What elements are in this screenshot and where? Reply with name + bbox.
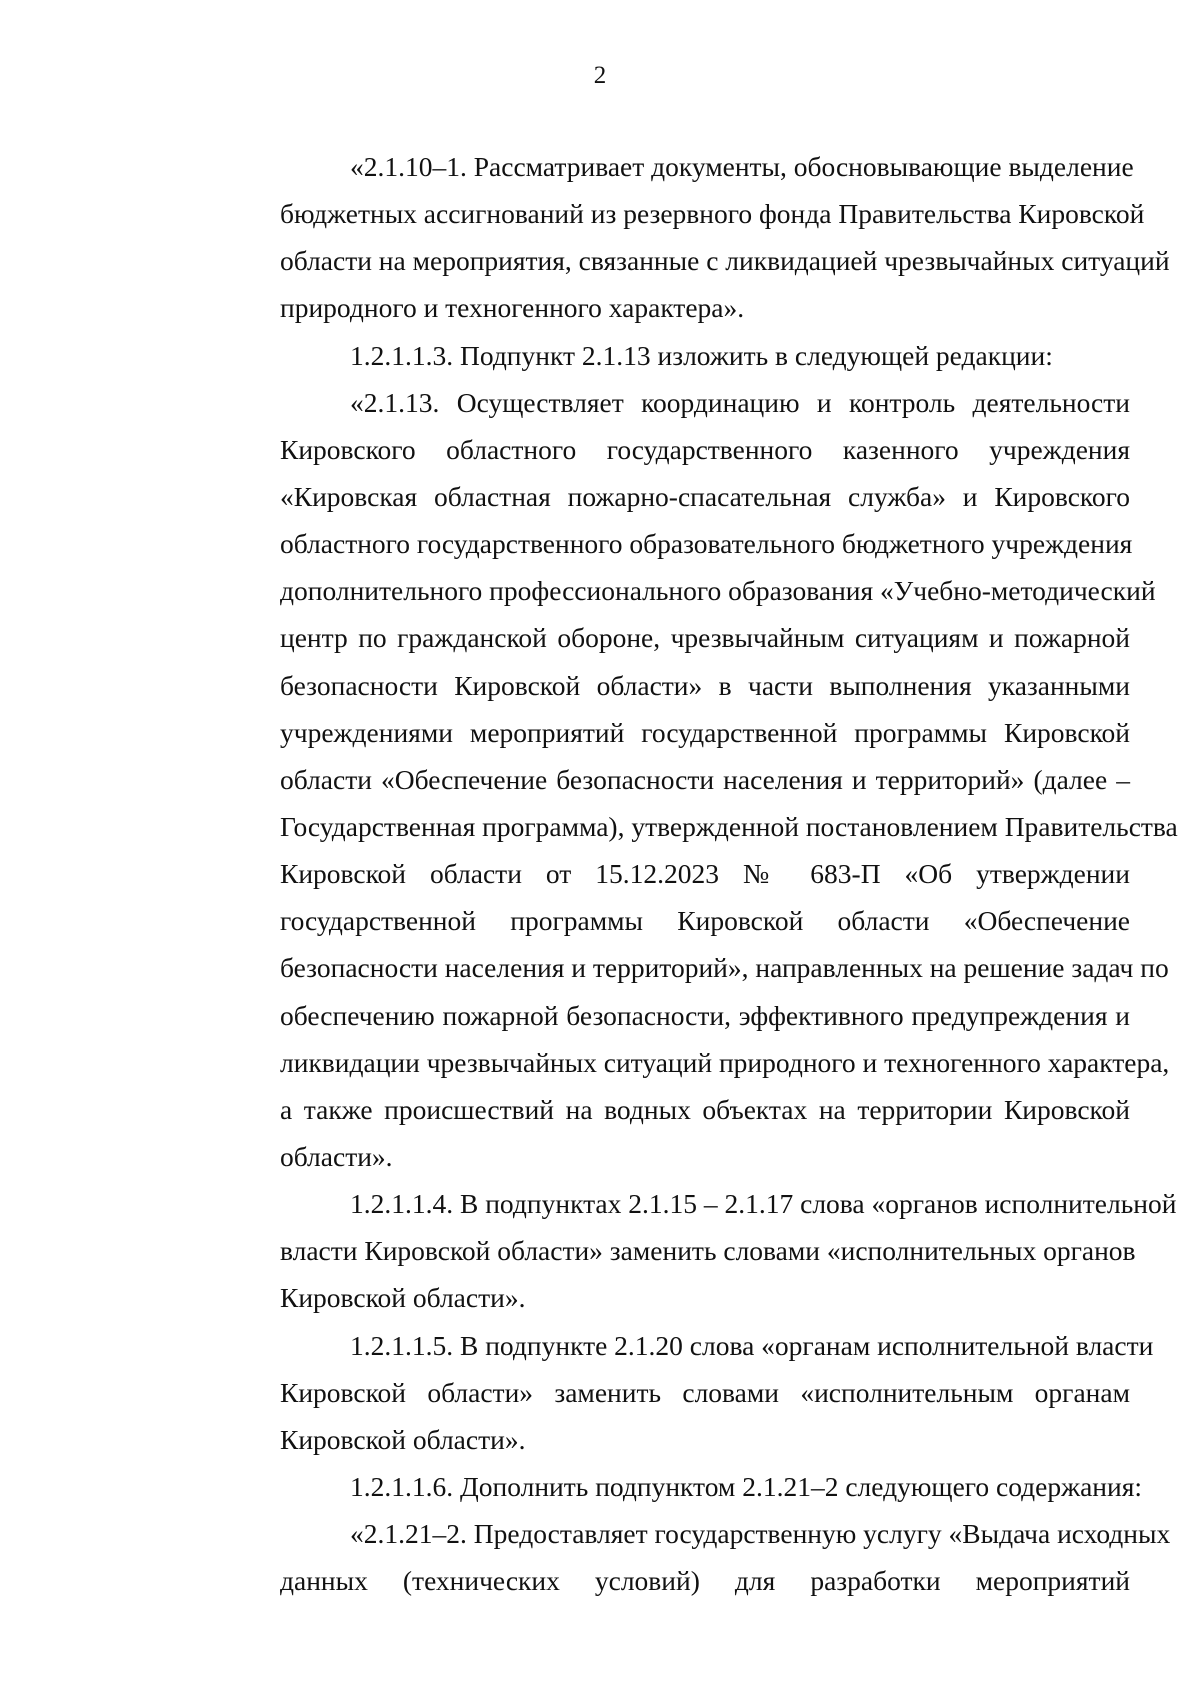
- text-line: безопасности Кировской области» в части выполнения указанными: [280, 669, 1130, 701]
- text-line: «Кировская областная пожарно-спасательная служба» и Кировского: [280, 480, 1130, 512]
- text-line: «2.1.13. Осуществляет координацию и контроль деятельности: [350, 386, 1130, 418]
- text-line: области на мероприятия, связанные с ликвидацией чрезвычайных ситуаций: [280, 245, 1170, 277]
- text-line: 1.2.1.1.3. Подпункт 2.1.13 изложить в следующей редакции:: [350, 339, 1053, 371]
- paragraph-2-1-10-1: [210, 143, 1170, 332]
- text-line: ликвидации чрезвычайных ситуаций природного и техногенного характера,: [280, 1046, 1170, 1078]
- page-number: 2: [593, 62, 607, 89]
- document-body: [210, 143, 1178, 1604]
- text-line: «2.1.10–1. Рассматривает документы, обосновывающие выделение: [350, 151, 1134, 182]
- text-line: государственной программы Кировской области «Обеспечение: [280, 905, 1130, 937]
- text-line: области «Обеспечение безопасности населения и территорий» (далее –: [280, 763, 1130, 795]
- text-line: 1.2.1.1.6. Дополнить подпунктом 2.1.21–2 следующего содержания:: [350, 1470, 1143, 1502]
- text-line: области».: [280, 1140, 393, 1172]
- text-line: Кировской области» заменить словами «исполнительным органам: [280, 1376, 1130, 1408]
- text-line: Государственная программа), утвержденной постановлением Правительства: [280, 810, 1178, 842]
- text-line: власти Кировской области» заменить словами «исполнительных органов: [280, 1235, 1136, 1267]
- text-line: центр по гражданской обороне, чрезвычайным ситуациям и пожарной: [280, 622, 1130, 654]
- text-line: дополнительного профессионального образования «Учебно-методический: [280, 575, 1156, 607]
- text-line: данных (технических условий) для разработки мероприятий: [280, 1565, 1130, 1597]
- text-line: природного и техногенного характера».: [280, 292, 745, 324]
- text-line: а также происшествий на водных объектах на территории Кировской: [280, 1093, 1130, 1125]
- paragraph-2-1-13: [210, 379, 1178, 1180]
- text-line: бюджетных ассигнований из резервного фонда Правительства Кировской: [280, 198, 1145, 230]
- text-line: 1.2.1.1.5. В подпункте 2.1.20 слова «органам исполнительной власти: [350, 1329, 1154, 1361]
- text-line: учреждениями мероприятий государственной программы Кировской: [280, 716, 1130, 748]
- text-line: Кировского областного государственного казенного учреждения: [280, 433, 1130, 465]
- paragraph-1-2-1-1-6: [210, 1463, 1143, 1510]
- text-line: областного государственного образовательного бюджетного учреждения: [280, 528, 1133, 560]
- paragraph-1-2-1-1-3: [210, 332, 1130, 379]
- text-line: 1.2.1.1.4. В подпунктах 2.1.15 – 2.1.17 слова «органов исполнительной: [350, 1188, 1177, 1220]
- text-line: Кировской области».: [280, 1282, 526, 1314]
- text-line: Кировской области».: [280, 1423, 526, 1455]
- paragraph-1-2-1-1-5: [210, 1322, 1154, 1463]
- text-line: Кировской области от 15.12.2023 № 683-П «Об утверждении: [280, 858, 1130, 890]
- paragraph-2-1-21-2: [210, 1510, 1171, 1604]
- text-line: «2.1.21–2. Предоставляет государственную услугу «Выдача исходных: [350, 1518, 1171, 1550]
- text-line: обеспечению пожарной безопасности, эффективного предупреждения и: [280, 999, 1130, 1031]
- paragraph-1-2-1-1-4: [210, 1180, 1177, 1321]
- text-line: безопасности населения и территорий», направленных на решение задач по: [280, 952, 1169, 984]
